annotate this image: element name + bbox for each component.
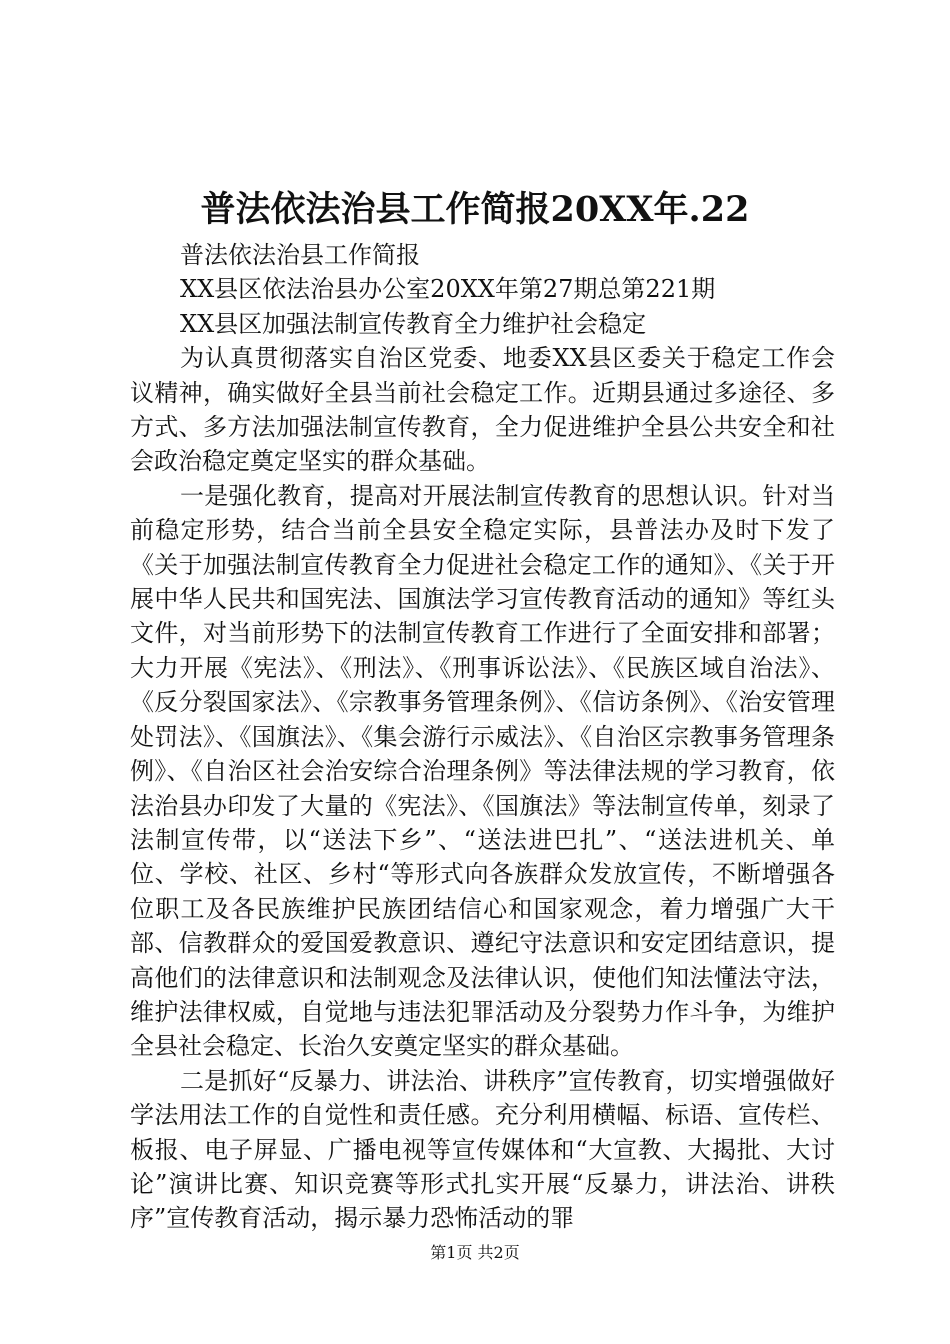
paragraph-point-one: 一是强化教育，提高对开展法制宣传教育的思想认识。针对当前稳定形势，结合当前全县安全稳定实际，县普法办及时下发了《关于加强法制宣传教育全力促进社会稳定工作的通知》、《关于开展中华人民共和国宪法、国旗法学习宣传教育活动的通知》等红头文件，对当前形势下的法制宣传教育工作进行了全面安排和部署；大力开展《宪法》、《刑法》、《刑事诉讼法》、《民族区域自治法》、《反分裂国家法》、《宗教事务管理条例》、《信访条例》、《治安管理处罚法》、《国旗法》、《集会游行示威法》、《自治区宗教事务管理条例》、《自治区社会治安综合治理条例》等法律法规的学习教育，依法治县办印发了大量的《宪法》、《国旗法》等法制宣传单，刻录了法制宣传带，以“送法下乡”、“送法进巴扎”、“送法进机关、单位、学校、社区、乡村“等形式向各族群众发放宣传，不断增强各位职工及各民族维护民族团结信心和国家观念，着力增强广大干部、信教群众的爱国爱教意识、遵纪守法意识和安定团结意识，提高他们的法律意识和法制观念及法律认识，使他们知法懂法守法，维护法律权威，自觉地与违法犯罪活动及分裂势力作斗争，为维护全县社会稳定、长治久安奠定坚实的群众基础。 [130, 481, 835, 1061]
paragraph-intro: 为认真贯彻落实自治区党委、地委XX县区委关于稳定工作会议精神，确实做好全县当前社会稳定工作。近期县通过多途径、多方式、多方法加强法制宣传教育，全力促进维护全县公共安全和社会政治稳定奠定坚实的群众基础。 [130, 344, 835, 476]
paragraph-issue-info: XX县区依法治县办公室20XX年第27期总第221期 [180, 275, 716, 304]
page-footer: 第1页 共2页 [430, 1243, 520, 1262]
paragraph-headline: XX县区加强法制宣传教育全力维护社会稳定 [180, 309, 647, 338]
paragraph-subtitle: 普法依法治县工作简报 [180, 241, 420, 269]
document-body [130, 238, 835, 1236]
document-title: 普法依法治县工作简报20XX年.22 [200, 189, 750, 230]
paragraph-point-two: 二是抓好“反暴力、讲法治、讲秩序”宣传教育，切实增强做好学法用法工作的自觉性和责任感。充分利用横幅、标语、宣传栏、板报、电子屏显、广播电视等宣传媒体和“大宣教、大揭批、大讨论”演讲比赛、知识竞赛等形式扎实开展“反暴力，讲法治、讲秩序”宣传教育活动，揭示暴力恐怖活动的罪 [130, 1066, 835, 1233]
